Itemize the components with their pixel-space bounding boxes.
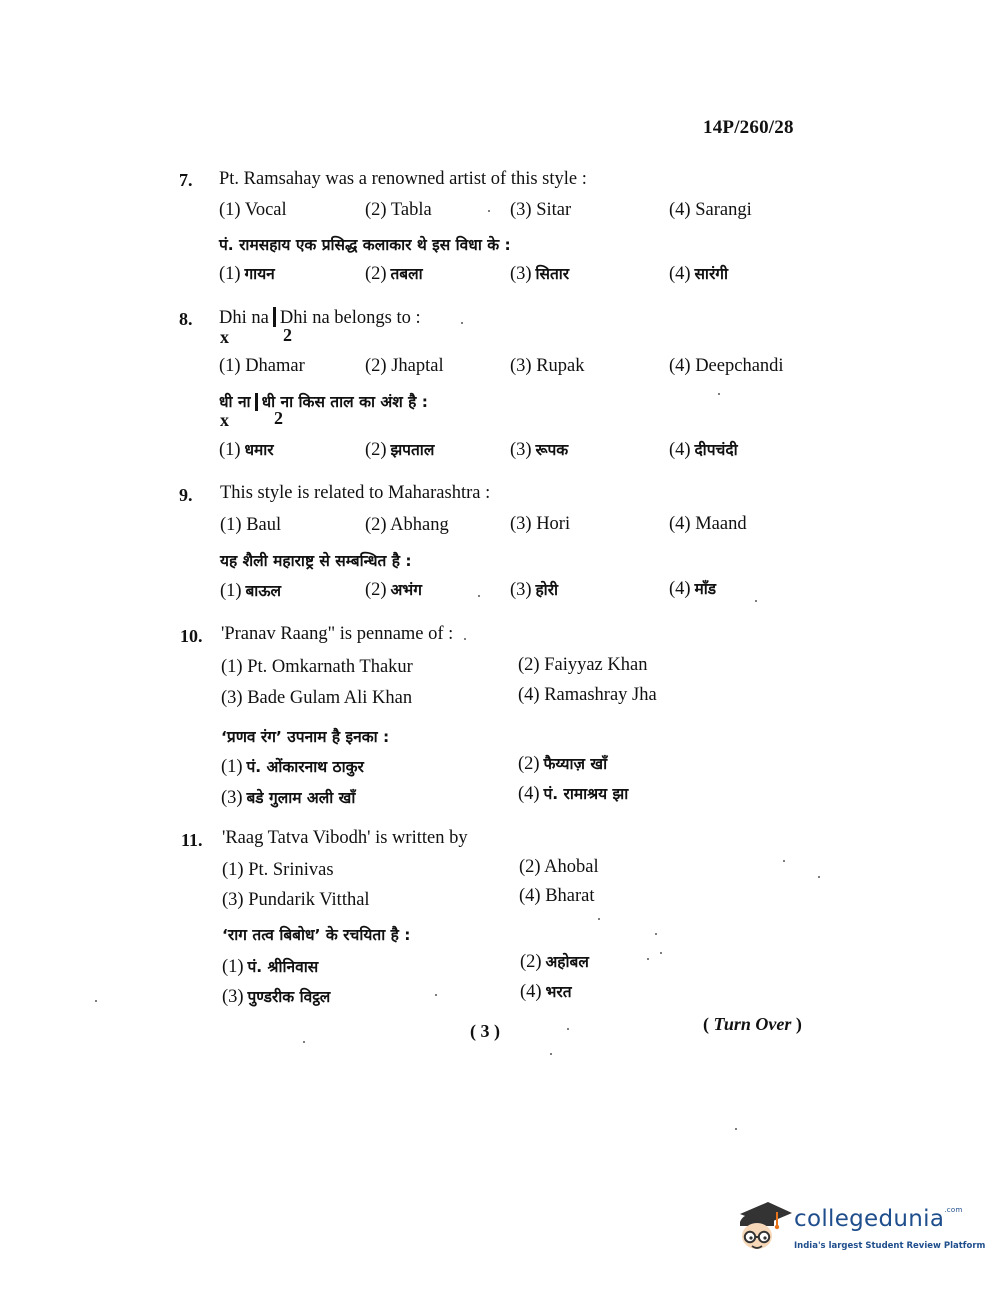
- option-3-hi: (3) रूपक: [510, 440, 569, 460]
- option-2-hi: (2) तबला: [365, 264, 423, 284]
- option-4-hi: (4) भरत: [520, 982, 572, 1002]
- logo-tagline: India's largest Student Review Platform: [794, 1241, 986, 1251]
- option-3-hi: (3) होरी: [510, 580, 559, 600]
- question-text-en: 'Raag Tatva Vibodh' is written by: [222, 828, 468, 848]
- option-4-hi: (4) पं. रामाश्रय झा: [518, 784, 629, 804]
- option-1-hi: (1) गायन: [219, 264, 275, 284]
- question-number: 8.: [179, 309, 193, 329]
- option-4-en: (4) Maand: [669, 514, 747, 534]
- collegedunia-logo: [734, 1196, 986, 1260]
- option-4-hi: (4) दीपचंदी: [669, 440, 738, 460]
- option-3-hi: (3) सितार: [510, 264, 570, 284]
- question-text-hi: ‘प्रणव रंग’ उपनाम है इनका :: [221, 728, 390, 746]
- scan-speck: [818, 876, 820, 878]
- option-3-en: (3) Bade Gulam Ali Khan: [221, 688, 413, 708]
- scan-speck: [755, 600, 757, 602]
- logo-mascot-icon: [734, 1196, 792, 1258]
- scan-speck: [488, 210, 490, 212]
- option-2-en: (2) Abhang: [365, 515, 449, 535]
- scan-speck: [783, 860, 785, 862]
- divider-bar: [273, 307, 276, 327]
- option-3-en: (3) Pundarik Vitthal: [222, 890, 370, 910]
- scan-speck: [598, 918, 600, 920]
- question-text-en: This style is related to Maharashtra :: [220, 483, 491, 503]
- question-text-en: Dhi na Dhi na belongs to :: [219, 308, 421, 328]
- scan-speck: [567, 1028, 569, 1030]
- divider-bar: [255, 393, 258, 411]
- option-2-en: (2) Faiyyaz Khan: [518, 655, 648, 675]
- option-2-en: (2) Jhaptal: [365, 356, 444, 376]
- option-1-en: (1) Baul: [220, 515, 282, 535]
- option-1-en: (1) Dhamar: [219, 356, 305, 376]
- question-text-hi: ‘राग तत्व बिबोध’ के रचयिता है :: [222, 926, 411, 944]
- scan-speck: [647, 958, 649, 960]
- scan-speck: [735, 1128, 737, 1130]
- scan-speck: [303, 1041, 305, 1043]
- option-3-hi: (3) पुण्डरीक विट्ठल: [222, 987, 331, 1007]
- option-1-en: (1) Pt. Srinivas: [222, 860, 334, 880]
- marker-2: 2: [283, 325, 292, 345]
- question-number: 10.: [180, 626, 203, 646]
- option-1-hi: (1) धमार: [219, 440, 274, 460]
- option-4-hi: (4) सारंगी: [669, 264, 729, 284]
- option-4-en: (4) Ramashray Jha: [518, 685, 657, 705]
- scan-speck: [435, 994, 437, 996]
- option-2-hi: (2) अहोबल: [520, 952, 589, 972]
- option-1-en: (1) Pt. Omkarnath Thakur: [221, 657, 413, 677]
- scan-speck: [461, 322, 463, 324]
- option-1-en: (1) Vocal: [219, 200, 287, 220]
- option-2-hi: (2) अभंग: [365, 580, 422, 600]
- page-number: ( 3 ): [470, 1021, 500, 1041]
- option-4-hi: (4) मॉंड: [669, 579, 717, 599]
- option-3-en: (3) Rupak: [510, 356, 585, 376]
- paper-code: 14P/260/28: [703, 117, 794, 138]
- option-3-hi: (3) बडे गुलाम अली खाँ: [221, 788, 356, 808]
- option-1-hi: (1) पं. ओंकारनाथ ठाकुर: [221, 757, 364, 777]
- scan-speck: [478, 595, 480, 597]
- turn-over-label: ( Turn Over ): [703, 1014, 802, 1034]
- question-text-hi: पं. रामसहाय एक प्रसिद्ध कलाकार थे इस विधा के :: [219, 236, 511, 254]
- scan-speck: [718, 393, 720, 395]
- question-number: 11.: [181, 830, 203, 850]
- scan-speck: [660, 952, 662, 954]
- scan-speck: [550, 1053, 552, 1055]
- question-number: 9.: [179, 485, 193, 505]
- question-text-hi: धी ना धी ना किस ताल का अंश है :: [219, 393, 428, 411]
- scan-speck: [464, 638, 466, 640]
- question-text-en: Pt. Ramsahay was a renowned artist of this style :: [219, 169, 587, 189]
- logo-wordmark: collegedunia$^{.com}$: [794, 1206, 963, 1232]
- option-4-en: (4) Deepchandi: [669, 356, 784, 376]
- option-1-hi: (1) बाऊल: [220, 581, 281, 601]
- option-3-en: (3) Hori: [510, 514, 571, 534]
- option-4-en: (4) Sarangi: [669, 200, 752, 220]
- marker-2: 2: [274, 408, 283, 428]
- question-number: 7.: [179, 170, 193, 190]
- marker-x: x: [220, 327, 229, 347]
- option-2-hi: (2) फैय्याज़ खाँ: [518, 754, 608, 774]
- option-2-hi: (2) झपताल: [365, 440, 435, 460]
- option-4-en: (4) Bharat: [519, 886, 595, 906]
- question-text-en: 'Pranav Raang" is penname of :: [221, 624, 454, 644]
- marker-x: x: [220, 410, 229, 430]
- scan-speck: [655, 933, 657, 935]
- option-2-en: (2) Tabla: [365, 200, 432, 220]
- question-text-hi: यह शैली महाराष्ट्र से सम्बन्धित है :: [220, 552, 412, 570]
- option-3-en: (3) Sitar: [510, 200, 572, 220]
- option-1-hi: (1) पं. श्रीनिवास: [222, 957, 319, 977]
- option-2-en: (2) Ahobal: [519, 857, 599, 877]
- scan-speck: [95, 1000, 97, 1002]
